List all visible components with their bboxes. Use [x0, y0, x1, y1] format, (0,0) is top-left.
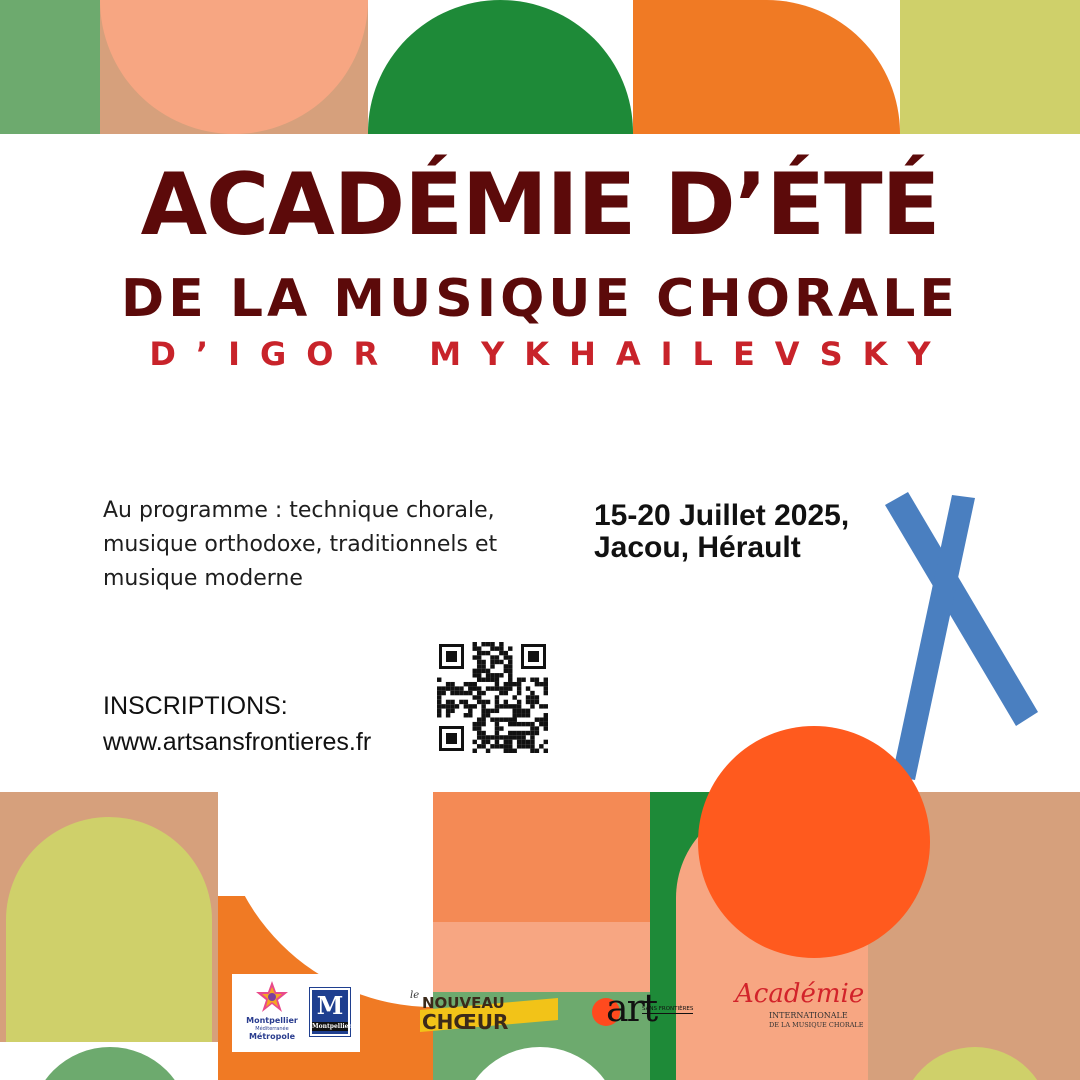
qr-module [535, 726, 539, 730]
qr-module [477, 678, 481, 682]
qr-module [446, 686, 450, 690]
qr-module [499, 660, 503, 664]
qr-module [450, 709, 454, 713]
top-decorative-band [0, 0, 1080, 134]
acad-line3: DE LA MUSIQUE CHORALE [769, 1021, 864, 1029]
qr-module [512, 735, 516, 739]
qr-module [539, 717, 543, 721]
qr-module [504, 686, 508, 690]
qr-module [446, 709, 450, 713]
qr-module [521, 722, 525, 726]
qr-module [446, 704, 450, 708]
qr-module [468, 686, 472, 690]
qr-module [526, 740, 530, 744]
qr-module [437, 709, 441, 713]
event-dates: 15-20 Juillet 2025, [594, 499, 850, 532]
qr-module [477, 731, 481, 735]
title-line-2: DE LA MUSIQUE CHORALE [121, 269, 959, 329]
qr-module [499, 717, 503, 721]
qr-module [508, 704, 512, 708]
qr-module [517, 709, 521, 713]
qr-module [499, 726, 503, 730]
qr-module [481, 664, 485, 668]
qr-module [477, 744, 481, 748]
qr-module [464, 700, 468, 704]
qr-module [530, 731, 534, 735]
qr-module [508, 660, 512, 664]
qr-module [477, 722, 481, 726]
qr-module [499, 651, 503, 655]
qr-module [508, 717, 512, 721]
qr-module [508, 744, 512, 748]
qr-module [486, 642, 490, 646]
qr-module [477, 695, 481, 699]
qr-module [459, 700, 463, 704]
qr-module [544, 717, 548, 721]
qr-module [530, 691, 534, 695]
qr-module [517, 686, 521, 690]
qr-module [530, 722, 534, 726]
qr-module [535, 700, 539, 704]
qr-module [535, 678, 539, 682]
qr-module [535, 682, 539, 686]
qr-module [504, 744, 508, 748]
qr-module [490, 646, 494, 650]
metropole-line2: Méditerranée [255, 1026, 289, 1032]
qr-module [473, 749, 477, 753]
qr-module [481, 651, 485, 655]
program-description: Au programme : technique chorale, musique orthodoxe, traditionnels et musique moderne [103, 498, 498, 591]
nc-prefix: le [410, 990, 420, 1001]
qr-module [437, 691, 441, 695]
qr-module [473, 682, 477, 686]
qr-module [504, 664, 508, 668]
qr-module [526, 744, 530, 748]
qr-module [517, 704, 521, 708]
qr-module [481, 642, 485, 646]
qr-module [499, 642, 503, 646]
qr-module [481, 709, 485, 713]
registration-label: INSCRIPTIONS: [103, 692, 288, 720]
qr-module [473, 646, 477, 650]
qr-module [477, 686, 481, 690]
qr-module [450, 686, 454, 690]
qr-module [481, 704, 485, 708]
registration-info [103, 688, 371, 760]
qr-module [535, 749, 539, 753]
qr-module [512, 731, 516, 735]
qr-module [526, 731, 530, 735]
qr-module [508, 682, 512, 686]
qr-module [508, 673, 512, 677]
qr-module [544, 678, 548, 682]
qr-module [517, 682, 521, 686]
qr-module [495, 678, 499, 682]
qr-module [512, 682, 516, 686]
qr-module [486, 673, 490, 677]
qr-module [486, 740, 490, 744]
qr-module [464, 713, 468, 717]
qr-module [473, 740, 477, 744]
qr-module [477, 717, 481, 721]
qr-module [473, 669, 477, 673]
qr-module [490, 660, 494, 664]
event-place: Jacou, Hérault [594, 531, 801, 564]
qr-module [517, 700, 521, 704]
qr-module [490, 664, 494, 668]
qr-module [486, 678, 490, 682]
qr-module [495, 646, 499, 650]
qr-module [459, 691, 463, 695]
qr-module [473, 673, 477, 677]
qr-module [490, 678, 494, 682]
qr-module [530, 726, 534, 730]
qr-module [508, 731, 512, 735]
qr-module [495, 722, 499, 726]
qr-module [530, 704, 534, 708]
qr-module [481, 722, 485, 726]
acad-line2: INTERNATIONALE [769, 1011, 848, 1020]
qr-module [517, 691, 521, 695]
qr-module [526, 686, 530, 690]
qr-module [504, 669, 508, 673]
qr-module [481, 678, 485, 682]
qr-module [477, 691, 481, 695]
qr-module [512, 749, 516, 753]
qr-module [504, 717, 508, 721]
qr-module [526, 722, 530, 726]
qr-module [490, 686, 494, 690]
qr-module [544, 749, 548, 753]
logo-academie [735, 978, 870, 1046]
qr-module [486, 686, 490, 690]
qr-module [508, 740, 512, 744]
acad-word: Académie [735, 979, 865, 1009]
qr-module [481, 731, 485, 735]
montpellier-star-icon [254, 980, 290, 1014]
metropole-line1: Montpellier [246, 1016, 298, 1025]
qr-module [481, 660, 485, 664]
qr-module [481, 713, 485, 717]
qr-module [544, 691, 548, 695]
qr-module [539, 722, 543, 726]
qr-module [437, 713, 441, 717]
qr-module [544, 682, 548, 686]
qr-module [512, 704, 516, 708]
qr-module [441, 704, 445, 708]
qr-module [526, 700, 530, 704]
qr-module [477, 655, 481, 659]
qr-module [504, 704, 508, 708]
qr-module [499, 704, 503, 708]
qr-module [517, 740, 521, 744]
qr-module [544, 686, 548, 690]
event-info [594, 500, 849, 564]
qr-module [477, 651, 481, 655]
qr-module [481, 700, 485, 704]
qr-module [473, 642, 477, 646]
qr-module [521, 731, 525, 735]
qr-module [473, 686, 477, 690]
qr-module [437, 686, 441, 690]
qr-module [486, 700, 490, 704]
qr-module [512, 695, 516, 699]
title-line-1: ACADÉMIE D’ÉTÉ [140, 155, 940, 255]
qr-module [450, 704, 454, 708]
asf-tagline: SANS FRONTIÈRES [642, 1006, 694, 1012]
qr-module [535, 695, 539, 699]
qr-module [473, 695, 477, 699]
qr-module [504, 735, 508, 739]
qr-module [521, 709, 525, 713]
qr-module [495, 731, 499, 735]
qr-module [481, 740, 485, 744]
qr-module [544, 704, 548, 708]
logo-montpellier [232, 974, 360, 1052]
qr-module [441, 691, 445, 695]
qr-module [468, 704, 472, 708]
qr-module [464, 704, 468, 708]
qr-module [544, 713, 548, 717]
qr-module [468, 709, 472, 713]
qr-module [521, 678, 525, 682]
qr-module [486, 669, 490, 673]
qr-module [477, 660, 481, 664]
qr-module [441, 686, 445, 690]
qr-module [481, 717, 485, 721]
qr-module [455, 704, 459, 708]
qr-module [504, 700, 508, 704]
qr-module [504, 749, 508, 753]
qr-module [495, 735, 499, 739]
qr-module [464, 691, 468, 695]
qr-module [468, 713, 472, 717]
qr-module [517, 678, 521, 682]
qr-module [477, 664, 481, 668]
qr-module [544, 726, 548, 730]
qr-module [499, 673, 503, 677]
qr-module [508, 664, 512, 668]
qr-module [499, 735, 503, 739]
qr-module [486, 709, 490, 713]
qr-module [481, 669, 485, 673]
qr-module [490, 735, 494, 739]
qr-module [490, 744, 494, 748]
qr-module [450, 700, 454, 704]
qr-module [490, 655, 494, 659]
qr-module [495, 717, 499, 721]
qr-module [526, 695, 530, 699]
qr-module [464, 682, 468, 686]
qr-module [539, 744, 543, 748]
qr-module [504, 651, 508, 655]
qr-module [504, 655, 508, 659]
qr-module [455, 691, 459, 695]
qr-module [495, 744, 499, 748]
qr-module [530, 744, 534, 748]
qr-module [508, 678, 512, 682]
qr-module [450, 682, 454, 686]
qr-module [508, 646, 512, 650]
qr-module [455, 686, 459, 690]
qr-module [437, 704, 441, 708]
qr-module [495, 709, 499, 713]
qr-module [512, 722, 516, 726]
qr-module [477, 669, 481, 673]
qr-module [535, 731, 539, 735]
qr-module [499, 691, 503, 695]
qr-module [517, 731, 521, 735]
qr-module [530, 678, 534, 682]
qr-module [535, 717, 539, 721]
qr-module [539, 682, 543, 686]
qr-module [477, 673, 481, 677]
title-line-3: D’IGOR MYKHAILEVSKY [149, 335, 951, 373]
logo-art-sans-frontieres [590, 982, 705, 1044]
qr-module [521, 744, 525, 748]
qr-module [495, 682, 499, 686]
qr-module [495, 726, 499, 730]
qr-module [481, 735, 485, 739]
qr-module [539, 704, 543, 708]
qr-module [499, 744, 503, 748]
qr-module [473, 704, 477, 708]
qr-module [446, 682, 450, 686]
qr-module [504, 691, 508, 695]
metropole-line3: Métropole [248, 1032, 296, 1041]
qr-code-icon[interactable] [437, 642, 548, 753]
qr-module [530, 700, 534, 704]
qr-module [473, 726, 477, 730]
qr-module [517, 735, 521, 739]
qr-module [504, 682, 508, 686]
city-letter: M [316, 991, 344, 1020]
qr-module [495, 673, 499, 677]
qr-module [459, 686, 463, 690]
qr-module [486, 735, 490, 739]
qr-module [499, 646, 503, 650]
montpellier-city-badge [310, 988, 350, 1036]
qr-module [490, 717, 494, 721]
qr-module [495, 655, 499, 659]
qr-module [526, 713, 530, 717]
qr-module [477, 646, 481, 650]
qr-module [486, 651, 490, 655]
qr-module [450, 691, 454, 695]
qr-module [437, 695, 441, 699]
qr-module [477, 700, 481, 704]
nc-word1: NOUVEAU [422, 994, 505, 1012]
qr-module [512, 709, 516, 713]
qr-module [504, 740, 508, 744]
qr-module [508, 655, 512, 659]
qr-module [495, 700, 499, 704]
qr-module [512, 717, 516, 721]
qr-module [446, 713, 450, 717]
qr-module [521, 740, 525, 744]
qr-module [495, 660, 499, 664]
qr-module [517, 722, 521, 726]
qr-module [486, 713, 490, 717]
qr-module [517, 744, 521, 748]
qr-module [490, 673, 494, 677]
qr-module [530, 749, 534, 753]
qr-module [473, 722, 477, 726]
qr-module [544, 740, 548, 744]
qr-module [508, 735, 512, 739]
qr-module [490, 642, 494, 646]
registration-url[interactable]: www.artsansfrontieres.fr [103, 728, 372, 756]
qr-module [530, 740, 534, 744]
qr-module [495, 704, 499, 708]
qr-module [477, 726, 481, 730]
qr-module [544, 722, 548, 726]
qr-module [521, 735, 525, 739]
city-name: Montpellier [312, 1023, 352, 1030]
qr-module [526, 709, 530, 713]
asf-art: art [606, 986, 657, 1030]
qr-module [521, 713, 525, 717]
qr-module [437, 700, 441, 704]
qr-module [508, 749, 512, 753]
qr-module [490, 709, 494, 713]
qr-module [437, 678, 441, 682]
qr-module [486, 749, 490, 753]
qr-module [495, 686, 499, 690]
blue-x-shape-icon [860, 480, 1060, 800]
qr-module [481, 744, 485, 748]
orange-circle-icon [698, 726, 930, 958]
qr-module [512, 713, 516, 717]
qr-module [495, 695, 499, 699]
qr-module [530, 695, 534, 699]
qr-module [508, 686, 512, 690]
qr-module [495, 740, 499, 744]
qr-module [481, 691, 485, 695]
qr-module [477, 735, 481, 739]
qr-module [473, 655, 477, 659]
qr-module [499, 686, 503, 690]
qr-module [468, 691, 472, 695]
qr-module [508, 669, 512, 673]
nc-word2: CHŒUR [422, 1010, 509, 1034]
qr-module [530, 735, 534, 739]
qr-module [517, 713, 521, 717]
qr-module [508, 722, 512, 726]
logo-nouveau-choeur [410, 990, 555, 1040]
qr-module [468, 682, 472, 686]
qr-module [446, 700, 450, 704]
